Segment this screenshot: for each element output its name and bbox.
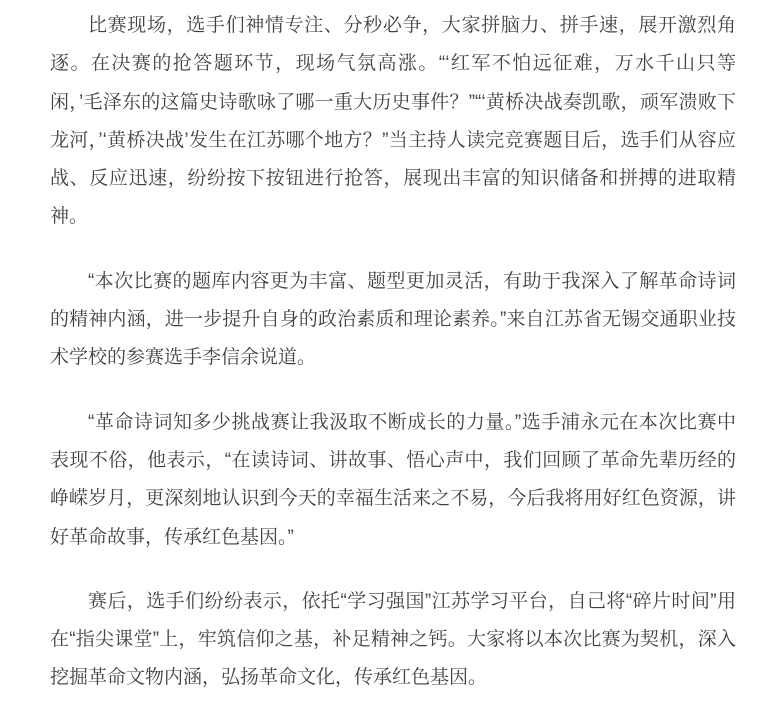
- article-paragraph: “本次比赛的题库内容更为丰富、题型更加灵活，有助于我深入了解革命诗词的精神内涵，进一步提升自身的政治素质和理论素养。”来自江苏省无锡交通职业技术学校的参赛选手李信余说道。: [50, 270, 736, 369]
- article-paragraph: 比赛现场，选手们神情专注、分秒必争，大家拼脑力、拼手速，展开激烈角逐。在决赛的抢答题环节，现场气氛高涨。“‘红军不怕远征难，万水千山只等闲，’毛泽东的这篇史诗歌咏了哪一重大历史事件？”“‘黄桥决战奏凯歌，顽军溃败下龙河，’‘黄桥决战’发生在江苏哪个地方？”当主持人读完竞赛题目后，选手们从容应战、反应迅速，纷纷按下按钮进行抢答，展现出丰富的知识储备和拼搏的进取精神。: [50, 15, 736, 228]
- article-paragraph: 赛后，选手们纷纷表示，依托“学习强国”江苏学习平台，自己将“碎片时间”用在“指尖课堂”上，牢筑信仰之基，补足精神之钙。大家将以本次比赛为契机，深入挖掘革命文物内涵，弘扬革命文化，传承红色基因。: [50, 590, 736, 689]
- article-paragraph: “革命诗词知多少挑战赛让我汲取不断成长的力量。”选手浦永元在本次比赛中表现不俗，他表示，“在读诗词、讲故事、悟心声中，我们回顾了革命先辈历经的峥嵘岁月，更深刻地认识到今天的幸福生活来之不易，今后我将用好红色资源，讲好革命故事，传承红色基因。”: [50, 411, 736, 548]
